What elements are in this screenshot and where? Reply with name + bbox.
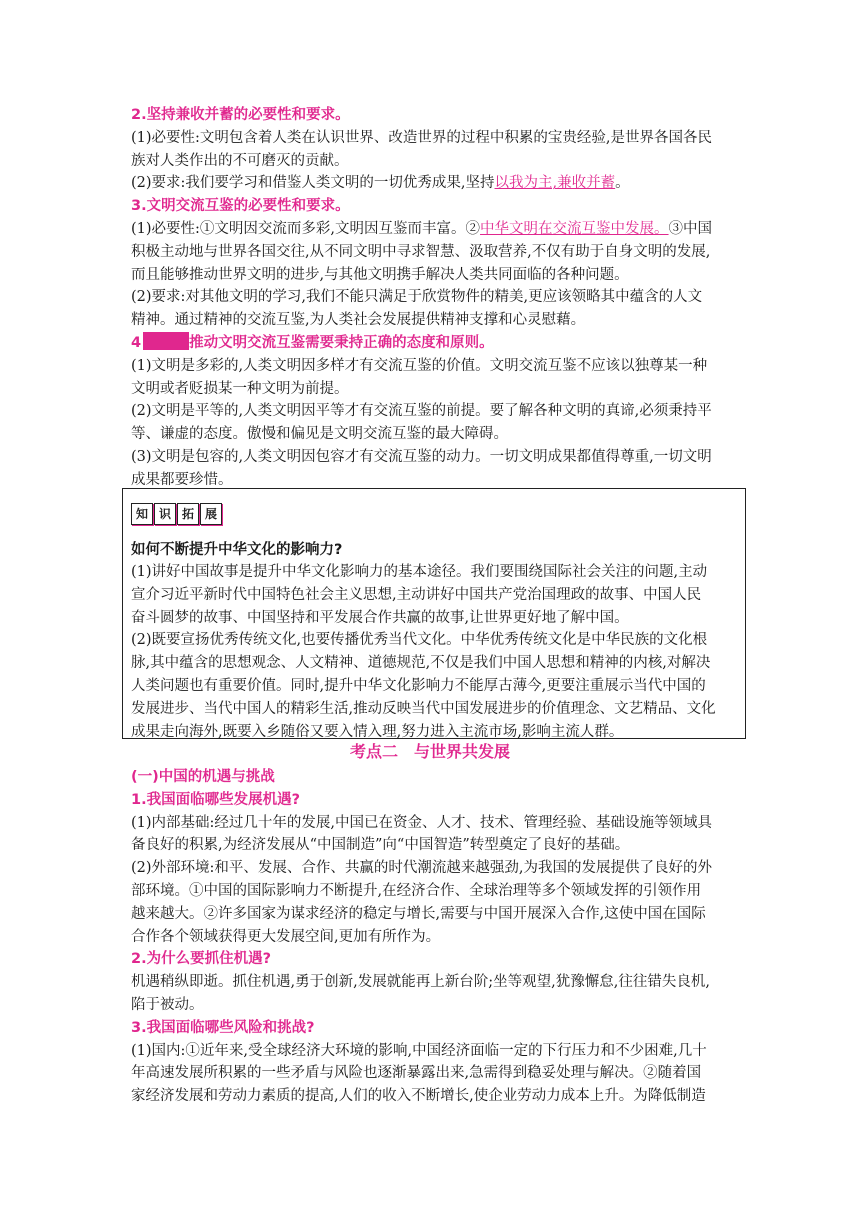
badge-char: 识 (154, 503, 176, 525)
para-line: (1)文明是多彩的,人类文明因多样才有交流互鉴的价值。文明交流互鉴不应该以独尊某一种 (131, 357, 708, 374)
para-line: 越来越大。②许多国家为谋求经济的稳定与增长,需要与中国开展深入合作,这使中国在国际 (131, 905, 706, 922)
para-line: 机遇稍纵即逝。抓住机遇,勇于创新,发展就能再上新台阶;坐等观望,犹豫懈怠,往往错失良机, (131, 974, 710, 991)
knowledge-extension-box (122, 488, 746, 739)
subsection-heading: (一)中国的机遇与挑战 (131, 769, 275, 785)
para-line: 部环境。①中国的国际影响力不断提升,在经济合作、全球治理等多个领域发挥的引领作用 (131, 882, 702, 899)
upper-content (131, 104, 741, 492)
para-line: 陷于被动。 (131, 996, 204, 1013)
badge-char: 展 (200, 503, 222, 525)
para-line: 家经济发展和劳动力素质的提高,人们的收入不断增长,使企业劳动力成本上升。为降低制造 (131, 1088, 706, 1105)
box-line: 成果走向海外,既要入乡随俗又要入情入理,努力进入主流市场,影响主流人群。 (131, 723, 624, 740)
heading-1: 1.我国面临哪些发展机遇? (131, 791, 301, 808)
box-line: 脉,其中蕴含的思想观念、人文精神、道德规范,不仅是我们中国人思想和精神的内核,对解决 (131, 655, 711, 672)
para-line: (1)必要性:①文明因交流而多彩,文明因互鉴而丰富。②中华文明在交流互鉴中发展。③中国 (131, 220, 713, 237)
para-line: (2)要求:对其他文明的学习,我们不能只满足于欣赏物件的精美,更应该领略其中蕴含的人文 (131, 289, 703, 306)
heading-2b: 2.为什么要抓住机遇? (131, 951, 272, 968)
para-line: 族对人类作出的不可磨灭的贡献。 (131, 152, 349, 169)
heading-2: 2.坚持兼收并蓄的必要性和要求。 (131, 107, 350, 123)
para-line: 积极主动地与世界各国交往,从不同文明中寻求智慧、汲取营养,不仅有助于自身文明的发展, (131, 243, 711, 260)
heading-3: 3.文明交流互鉴的必要性和要求。 (131, 198, 350, 215)
para-line: 精神。通过精神的交流互鉴,为人类社会发展提供精神支撑和心灵慰藉。 (131, 312, 586, 329)
box-line: 奋斗圆梦的故事、中国坚持和平发展合作共赢的故事,让世界更好地了解中国。 (131, 609, 629, 626)
box-line: 发展进步、当代中国人的精彩生活,推动反映当代中国发展进步的价值理念、文艺精品、文化 (131, 700, 716, 717)
section-title: 考点二 与世界共发展 (349, 742, 510, 761)
para-line: (1)必要性:文明包含着人类在认识世界、改造世界的过程中积累的宝贵经验,是世界各国各民 (131, 129, 713, 146)
para-line: 年高速发展所积累的一些矛盾与风险也逐渐暴露出来,急需得到稳妥处理与解决。②随着国 (131, 1065, 702, 1082)
para-line: 合作各个领域获得更大发展空间,更加有所作为。 (131, 928, 441, 945)
lower-content (131, 766, 741, 1108)
box-line: 人类问题也有重要价值。同时,提升中华文化影响力不能厚古薄今,更要注重展示当代中国的 (131, 677, 706, 694)
para-line: (2)要求:我们要学习和借鉴人类文明的一切优秀成果,坚持以我为主,兼收并蓄。 (131, 175, 630, 192)
box-line: (1)讲好中国故事是提升中华文化影响力的基本途径。我们要围绕国际社会关注的问题,主动 (131, 564, 708, 580)
para-line: (3)文明是包容的,人类文明因包容才有交流互鉴的动力。一切文明成果都值得尊重,一切文明 (131, 448, 712, 465)
redaction-block (143, 332, 189, 350)
highlight-text: 以我为主,兼收并蓄 (494, 175, 616, 192)
badge-char: 拓 (177, 503, 199, 525)
highlight-text: 中华文明在交流互鉴中发展。 (480, 220, 669, 237)
box-line: (2)既要宣扬优秀传统文化,也要传播优秀当代文化。中华优秀传统文化是中华民族的文化根 (131, 632, 708, 649)
heading-3b: 3.我国面临哪些风险和挑战? (131, 1019, 315, 1036)
knowledge-extension-badge (131, 503, 222, 525)
para-line: (2)文明是平等的,人类文明因平等才有交流互鉴的前提。要了解各种文明的真谛,必须秉持平 (131, 403, 712, 420)
para-line: 备良好的积累,为经济发展从“中国制造”向“中国智造”转型奠定了良好的基础。 (131, 837, 630, 854)
para-line: 成果都要珍惜。 (131, 471, 233, 488)
badge-char: 知 (131, 503, 153, 525)
heading-4: 4 推动文明交流互鉴需要秉持正确的态度和原则。 (131, 332, 741, 355)
para-line: (1)内部基础:经过几十年的发展,中国已在资金、人才、技术、管理经验、基础设施等领域具 (131, 814, 713, 831)
para-line: (1)国内:①近年来,受全球经济大环境的影响,中国经济面临一定的下行压力和不少困难,几十 (131, 1042, 707, 1059)
box-line: 宣介习近平新时代中国特色社会主义思想,主动讲好中国共产党治国理政的故事、中国人民 (131, 586, 702, 603)
para-line: 而且能够推动世界文明的进步,与其他文明携手解决人类共同面临的各种问题。 (131, 266, 629, 283)
box-question: 如何不断提升中华文化的影响力? (131, 542, 343, 558)
box-content (131, 539, 737, 743)
para-line: 文明或者贬损某一种文明为前提。 (131, 380, 349, 397)
para-line: (2)外部环境:和平、发展、合作、共赢的时代潮流越来越强劲,为我国的发展提供了良好的外 (131, 860, 713, 877)
para-line: 等、谦虚的态度。傲慢和偏见是文明交流互鉴的最大障碍。 (131, 426, 508, 443)
